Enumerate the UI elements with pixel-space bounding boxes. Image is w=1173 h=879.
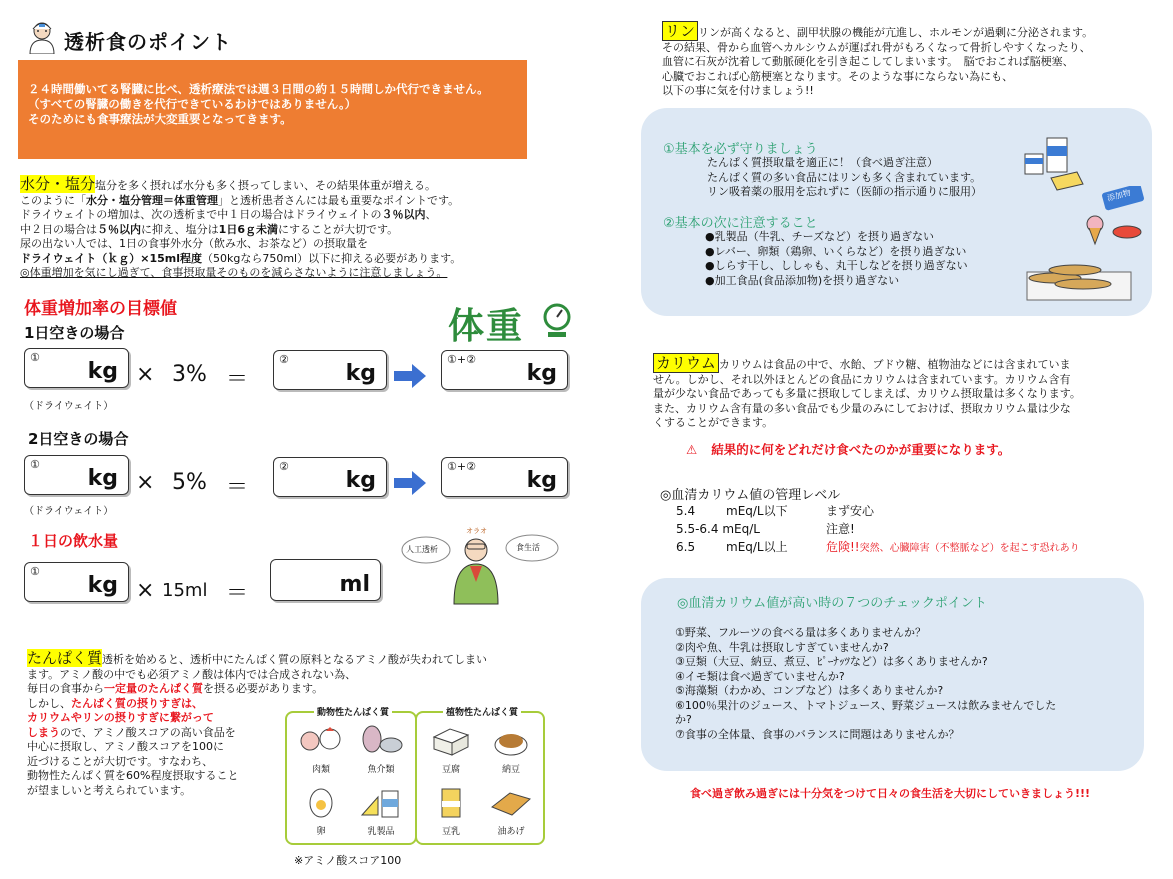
box-number: ①+② bbox=[447, 353, 476, 366]
egg-tile bbox=[293, 785, 349, 837]
dairy-label: 乳製品 bbox=[367, 827, 395, 837]
level-value: 5.5-6.4 mEq/L bbox=[676, 522, 760, 536]
basic-rules-heading: ①基本を必ず守りましょう bbox=[663, 142, 818, 157]
egg-label: 卵 bbox=[316, 827, 326, 837]
water-line-3a: ドライウェイトの増加は、次の透析まで中１日の場合はドライウェイトの bbox=[20, 208, 382, 221]
bubble-right-text: 食生活 bbox=[516, 543, 540, 552]
protein-line-8: 近づけることが大切です。すなわち、 bbox=[27, 754, 214, 768]
potassium-level-title: ◎血清カリウム値の管理レベル bbox=[660, 488, 841, 503]
water-line-4b: ５％以内 bbox=[97, 222, 141, 236]
protein-line-3a: 毎日の食事から bbox=[27, 682, 104, 695]
banner-line-3: そのためにも食事療法が大変重要となってきます。 bbox=[28, 112, 292, 126]
times-sign: × bbox=[136, 470, 155, 495]
caution-item: ●加工食品(食品添加物)を摂り過ぎない bbox=[705, 273, 900, 287]
tofu-tile bbox=[423, 723, 479, 775]
water-salt-heading: 水分・塩分 bbox=[20, 175, 96, 193]
potassium-line-3: 量が少ない食品であっても多量に摂取してしまえば、カリウム摂取量は多くなります。 bbox=[653, 387, 1081, 400]
check-item: ⑤海藻類（わかめ、コンブなど）は多くありませんか? bbox=[675, 684, 944, 697]
daily-water-label: １日の飲水量 bbox=[28, 532, 119, 550]
page-title: 透析食のポイント bbox=[64, 30, 232, 54]
animal-protein-title: 動物性たんぱく質 bbox=[314, 705, 392, 718]
warning-icon: ⚠ bbox=[686, 442, 698, 457]
check-item: ②肉や魚、牛乳は摂取しすぎていませんか? bbox=[675, 640, 889, 654]
animal-protein-box bbox=[285, 708, 417, 845]
box-unit: kg bbox=[87, 466, 118, 491]
potassium-check-panel bbox=[641, 578, 1144, 771]
total-box-day2[interactable] bbox=[441, 457, 568, 497]
caution-item: ●レバー、卵類（鶏卵、いくらなど）を摂り過ぎない bbox=[705, 244, 967, 258]
box-number: ② bbox=[279, 353, 289, 366]
doctor-icon bbox=[26, 20, 58, 54]
plant-protein-title: 植物性たんぱく質 bbox=[443, 705, 521, 718]
footer-message: 食べ過ぎ飲み過ぎには十分気をつけて日々の食生活を大切にしていきましょう!!! bbox=[690, 787, 1091, 800]
weight-target-heading: 体重増加率の目標値 bbox=[24, 299, 177, 319]
dry-weight-caption: （ドライウェイト） bbox=[24, 401, 114, 412]
banner-line-2: （すべての腎臓の働きを代行できているわけではありません。） bbox=[28, 97, 357, 111]
arrow-right-icon bbox=[394, 471, 426, 499]
basic-rule-item: たんぱく質摂取量を適正に！（食べ過ぎ注意） bbox=[707, 156, 938, 169]
check-title: ◎血清カリウム値が高い時の７つのチェックポイント bbox=[677, 596, 987, 611]
level-status: 危険!! bbox=[826, 540, 860, 554]
seafood-tile bbox=[353, 723, 409, 775]
water-amount-box[interactable] bbox=[270, 559, 381, 601]
tofu-label: 豆腐 bbox=[441, 765, 460, 775]
box-number: ①+② bbox=[447, 460, 476, 473]
check-item: ③豆類（大豆、納豆、煮豆、ﾋﾟｰﾅｯﾂなど）は多くありませんか? bbox=[675, 655, 988, 668]
box-unit: kg bbox=[345, 361, 376, 386]
water-line-3c: 、 bbox=[425, 208, 437, 221]
check-list bbox=[675, 626, 1056, 742]
one-day-gap-label: 1日空きの場合 bbox=[24, 324, 125, 342]
dry-weight-box-day1[interactable] bbox=[24, 348, 129, 388]
basic-rule-item: たんぱく質の多い食品にはリンも多く含まれています。 bbox=[707, 170, 982, 184]
box-unit: kg bbox=[526, 468, 557, 493]
water-line-4e: にすることが大切です。 bbox=[277, 222, 399, 236]
protein-heading: たんぱく質 bbox=[27, 649, 103, 667]
weight-scale-icon bbox=[448, 298, 578, 347]
level-status: まず安心 bbox=[826, 504, 875, 518]
water-salt-section bbox=[20, 177, 540, 281]
gain-box-day1[interactable] bbox=[273, 350, 387, 390]
protein-line-2: ます。アミノ酸の中でも必須アミノ酸は体内では合成されない為、 bbox=[27, 667, 357, 681]
times-sign: × bbox=[136, 362, 155, 387]
box-unit: kg bbox=[87, 573, 118, 598]
two-day-gap-label: 2日空きの場合 bbox=[28, 430, 129, 448]
times-sign: × bbox=[136, 578, 155, 603]
protein-line-3b: 一定量のたんぱく質 bbox=[104, 682, 203, 695]
phosphorus-line-5: 以下の事に気を付けましょう!! bbox=[662, 84, 814, 97]
bubble-left-text: 人工透析 bbox=[406, 545, 438, 554]
level-note: 突然、心臓障害（不整脈など）を起こす恐れあり bbox=[859, 543, 1080, 554]
warning-text: 結果的に何をどれだけ食べたのかが重要になります。 bbox=[711, 442, 1011, 457]
water-line-4c: に抑え、塩分は bbox=[141, 222, 219, 236]
basic-rule-item: リン吸着薬の服用を忘れずに（医師の指示通りに服用） bbox=[707, 185, 982, 198]
protein-line-9: 動物性たんぱく質を60%程度摂取すること bbox=[27, 769, 239, 782]
banner-line-1: ２４時間働いてる腎臓に比べ、透析療法では週３日間の約１５時間しか代行できません。 bbox=[28, 82, 489, 96]
arrow-right-icon bbox=[394, 364, 426, 392]
plant-protein-box bbox=[415, 708, 545, 845]
box-number: ① bbox=[30, 565, 40, 578]
level-unit: mEq/L以上 bbox=[726, 540, 788, 554]
potassium-line-1: カリウムは食品の中で、水飴、ブドウ糖、植物油などには含まれていま bbox=[718, 358, 1071, 371]
water-line-2b: 水分・塩分管理＝体重管理 bbox=[86, 193, 218, 207]
level-value: 5.4 bbox=[676, 504, 696, 518]
seafood-label: 魚介類 bbox=[367, 765, 395, 775]
ml-15: 15ml bbox=[162, 580, 208, 601]
potassium-heading: カリウム bbox=[653, 353, 719, 373]
equals-sign: ＝ bbox=[226, 581, 249, 606]
equals-sign: ＝ bbox=[226, 367, 249, 392]
potassium-line-5: くすることができます。 bbox=[653, 416, 774, 429]
phosphorus-heading: リン bbox=[662, 21, 698, 41]
amino-score-note: ※アミノ酸スコア100 bbox=[294, 854, 402, 867]
soymilk-tile bbox=[423, 785, 479, 837]
phosphorus-line-1: リンが高くなると、副甲状腺の機能が亢進し、ホルモンが過剰に分泌されます。 bbox=[698, 26, 1094, 39]
dairy-tile bbox=[353, 785, 409, 837]
water-line-3b: ３％以内 bbox=[381, 208, 426, 221]
check-item: か? bbox=[675, 713, 692, 726]
additive-label: 添加物 bbox=[1106, 188, 1132, 203]
water-line-4a: 中２日の場合は bbox=[20, 222, 97, 236]
level-unit: mEq/L以下 bbox=[726, 504, 788, 518]
level-row-safe bbox=[676, 502, 1136, 520]
caution-item: ●乳製品（牛乳、チーズなど）を摂り過ぎない bbox=[705, 230, 935, 243]
phosphorus-line-3: 血管に石灰が沈着して動脈硬化を引き起こしてしまいます。 脳でおこれば脳梗塞、 bbox=[662, 55, 1074, 68]
dry-weight-box-water[interactable] bbox=[24, 562, 129, 602]
phosphorus-line-4: 心臓でおこれば心筋梗塞となります。そのような事にならない為にも、 bbox=[662, 69, 1014, 83]
dried-fish-icon bbox=[1025, 258, 1135, 306]
meat-label: 肉類 bbox=[311, 765, 330, 775]
check-item: ①野菜、フルーツの食べる量は多くありませんか？ bbox=[675, 626, 926, 639]
meat-tile bbox=[293, 723, 349, 775]
protein-line-3c: を摂る必要があります。 bbox=[203, 682, 324, 695]
level-row-caution bbox=[676, 520, 1136, 538]
fried-tofu-label: 油あげ bbox=[497, 827, 525, 837]
caution-list bbox=[705, 230, 968, 288]
check-item: ⑥100％果汁のジュース、トマトジュース、野菜ジュースは飲みませんでした bbox=[675, 698, 1057, 712]
equals-sign: ＝ bbox=[226, 475, 249, 500]
protein-line-1: 透析を始めると、透析中にたんぱく質の原料となるアミノ酸が失われてしまい bbox=[102, 653, 488, 666]
basic-rules-list bbox=[707, 156, 982, 200]
potassium-section bbox=[653, 356, 1133, 431]
level-status: 注意! bbox=[826, 522, 855, 536]
phosphorus-tips-panel bbox=[641, 108, 1152, 316]
soymilk-label: 豆乳 bbox=[441, 827, 460, 837]
protein-line-4a: しかし、 bbox=[27, 696, 71, 710]
percent-5: 5% bbox=[172, 470, 207, 495]
dialysis-illustration bbox=[400, 526, 560, 606]
warning-row bbox=[686, 440, 1010, 458]
water-line-6b: （50kgなら750ml）以下に抑える必要があります。 bbox=[202, 251, 462, 265]
water-line-6a: ドライウェイト（ｋｇ）×15ml程度 bbox=[20, 251, 202, 265]
check-item: ④イモ類は食べ過ぎていませんか? bbox=[675, 669, 845, 683]
water-line-1: 塩分を多く摂れば水分も多く摂ってしまい、その結果体重が増える。 bbox=[95, 179, 437, 192]
phosphorus-line-2: その結果、骨から血管へカルシウムが運ばれ骨がもろくなって骨折しやすくなったり、 bbox=[662, 40, 1091, 54]
natto-tile bbox=[483, 723, 539, 775]
caution-heading: ②基本の次に注意すること bbox=[663, 216, 818, 231]
box-unit: kg bbox=[526, 361, 557, 386]
additive-foods-icon bbox=[1081, 186, 1149, 250]
gain-box-day2[interactable] bbox=[273, 457, 387, 497]
water-line-4d: 1日6ｇ未満 bbox=[218, 222, 278, 236]
water-line-2c: 」と透析患者さんには最も重要なポイントです。 bbox=[218, 193, 460, 207]
phosphorus-section bbox=[662, 24, 1152, 99]
level-row-danger bbox=[676, 538, 1136, 558]
fried-tofu-tile bbox=[483, 785, 539, 837]
box-number: ② bbox=[279, 460, 289, 473]
potassium-line-4: また、カリウム含有量の多い食品でも少量のみにしておけば、摂取カリウム量は少な bbox=[653, 401, 1071, 415]
box-unit: ml bbox=[339, 572, 370, 597]
box-unit: kg bbox=[345, 468, 376, 493]
protein-line-10: が望ましいと考えられています。 bbox=[27, 783, 192, 797]
caution-item: ●しらす干し、ししゃも、丸干しなどを摂り過ぎない bbox=[705, 259, 968, 272]
water-line-5: 尿の出ない人では、1日の食事外水分（飲み水、お茶など）の摂取量を bbox=[20, 237, 368, 250]
check-item: ⑦食事の全体量、食事のバランスに問題はありませんか？ bbox=[675, 727, 960, 741]
box-number: ① bbox=[30, 458, 40, 471]
potassium-levels bbox=[676, 502, 1136, 558]
weight-icon-text: 体重 bbox=[448, 306, 525, 347]
dry-weight-box-day2[interactable] bbox=[24, 455, 129, 495]
box-number: ① bbox=[30, 351, 40, 364]
total-box-day1[interactable] bbox=[441, 350, 568, 390]
protein-line-4b: たんぱく質の摂りすぎは、 bbox=[71, 696, 203, 710]
natto-label: 納豆 bbox=[501, 765, 520, 775]
box-unit: kg bbox=[87, 359, 118, 384]
level-value: 6.5 bbox=[676, 540, 696, 554]
dairy-products-icon bbox=[1017, 132, 1087, 200]
intro-banner bbox=[18, 60, 527, 159]
bubble-top-text: オラオ bbox=[466, 527, 487, 535]
protein-line-5: カリウムやリンの摂りすぎに繋がって bbox=[27, 711, 214, 724]
protein-line-6a: しまう bbox=[27, 725, 60, 739]
percent-3: 3% bbox=[172, 362, 207, 387]
protein-line-6b: ので、アミノ酸スコアの高い食品を bbox=[60, 725, 236, 739]
protein-line-7: 中心に摂取し、アミノ酸スコアを100に bbox=[27, 740, 224, 753]
water-line-2a: このように「 bbox=[20, 193, 86, 207]
dry-weight-caption: （ドライウェイト） bbox=[24, 506, 114, 517]
potassium-line-2: せん。しかし、それ以外ほとんどの食品にカリウムは含まれています。カリウム含有 bbox=[653, 372, 1071, 386]
water-line-7: ◎体重増加を気にし過ぎて、食事摂取量そのものを減らさないように注意しましょう。 bbox=[20, 266, 448, 279]
